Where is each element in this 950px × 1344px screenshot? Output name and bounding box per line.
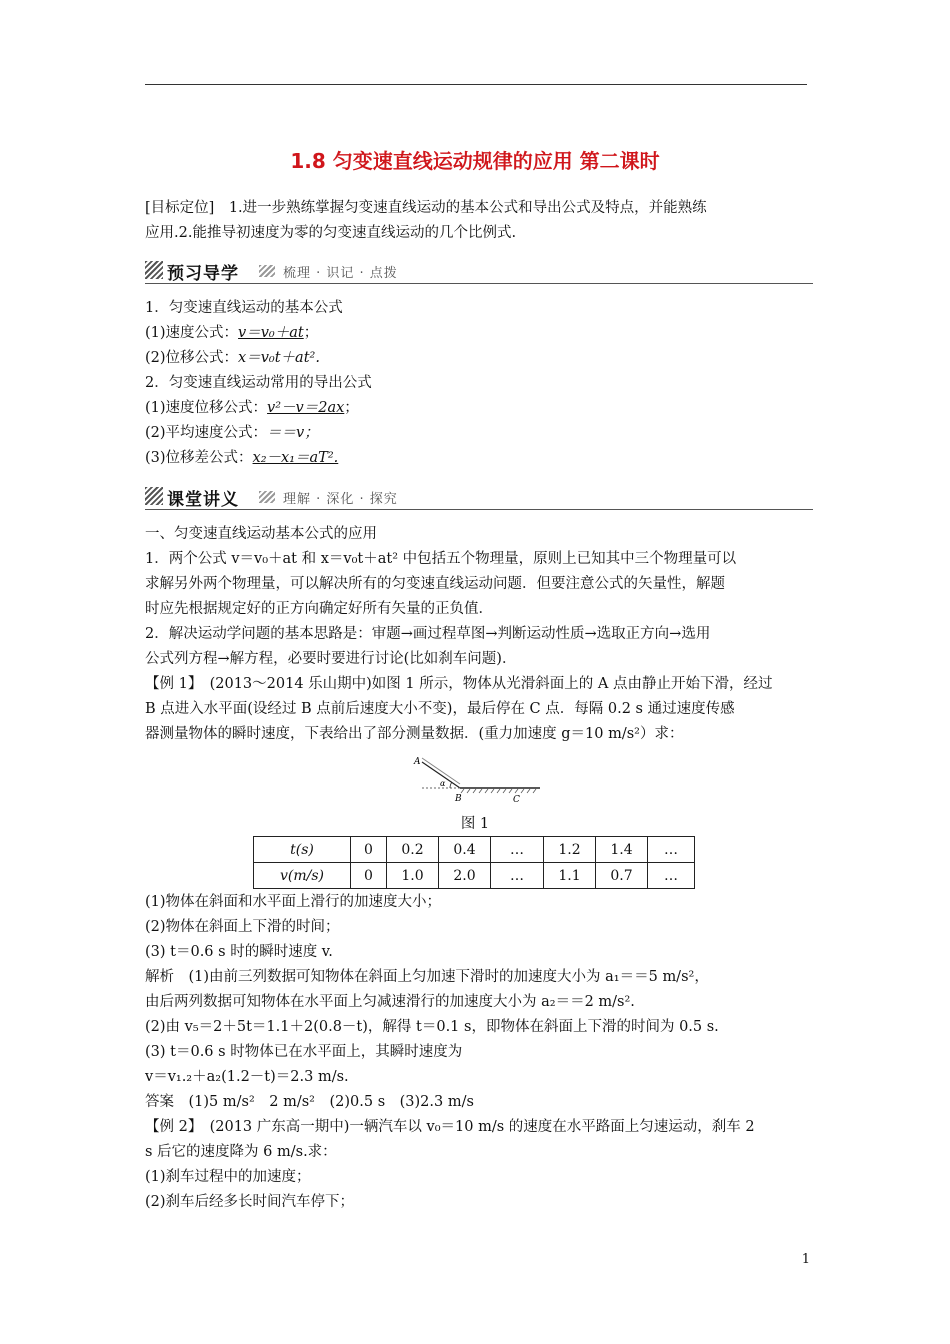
preview-item-2: 2．匀变速直线运动常用的导出公式 (145, 375, 372, 391)
table-cell: … (491, 863, 544, 889)
formula-label: (2)位移公式： (145, 350, 239, 366)
preview-item-2a (145, 397, 810, 420)
formula-label: (3)位移差公式： (145, 450, 253, 466)
ground-hatching (461, 789, 536, 793)
solution-line-4: (3) t＝0.6 s 时物体已在水平面上，其瞬时速度为 (145, 1044, 463, 1060)
table-cell: … (491, 837, 544, 863)
lecture-p1-line-1: 1．两个公式 v＝v₀＋at 和 x＝v₀t＋at² 中包括五个物理量，原则上已知其中三个物理量可以 (145, 551, 737, 567)
question-3: (3) t＝0.6 s 时的瞬时速度 v. (145, 944, 333, 960)
incline-figure (412, 752, 542, 807)
lecture-p1-line-2: 求解另外两个物理量，可以解决所有的匀变速直线运动问题．但要注意公式的矢量性，解题 (145, 576, 725, 592)
table-cell: t(s) (254, 837, 351, 863)
example1-line-1: 【例 1】 (2013～2014 乐山期中)如图 1 所示，物体从光滑斜面上的 A 点由静止开始下滑，经过 (145, 676, 773, 692)
answer-line: 答案 (1)5 m/s² 2 m/s² (2)0.5 s (3)2.3 m/s (145, 1094, 474, 1110)
objectives-line-1: [目标定位] 1.进一步熟练掌握匀变速直线运动的基本公式和导出公式及特点，并能熟练 (145, 200, 707, 216)
question-1: (1)物体在斜面和水平面上滑行的加速度大小； (145, 894, 442, 910)
label-a: A (414, 757, 421, 767)
solution-line-5: v＝v₁.₂＋a₂(1.2－t)＝2.3 m/s. (145, 1069, 349, 1085)
figure-caption: 图 1 (460, 816, 490, 832)
label-c: C (513, 795, 520, 805)
preview-item-1a (145, 322, 810, 345)
table-cell: 1.4 (596, 837, 648, 863)
displacement-difference-formula: x₂－x₁＝aT². (252, 450, 339, 466)
table-row (254, 837, 695, 863)
question-2: (2)物体在斜面上下滑的时间； (145, 919, 340, 935)
displacement-formula: x＝v₀t＋at². (238, 350, 320, 366)
stripe-icon (145, 261, 163, 279)
table-cell: … (648, 837, 695, 863)
stripe-icon (145, 487, 163, 505)
stripe-icon (259, 491, 275, 503)
table-cell: 2.0 (439, 863, 491, 889)
formula-label: (2)平均速度公式： (145, 425, 268, 441)
label-b: B (455, 794, 462, 804)
lecture-heading-1: 一、匀变速直线运动基本公式的应用 (145, 526, 377, 542)
formula-label: (1)速度位移公式： (145, 400, 268, 416)
section-heading: 预习导学 (167, 264, 239, 284)
solution-line-1: 解析 (1)由前三列数据可知物体在斜面上匀加速下滑时的加速度大小为 a₁＝＝5 m/s²， (145, 969, 709, 985)
formula-label: (1)速度公式： (145, 325, 239, 341)
table-cell: 0 (351, 837, 387, 863)
table-cell: v(m/s) (254, 863, 351, 889)
label-alpha: α (440, 779, 446, 788)
section-heading: 课堂讲义 (167, 490, 239, 510)
table-cell: 1.1 (544, 863, 596, 889)
table-cell: 0.4 (439, 837, 491, 863)
velocity-formula: v＝v₀＋at (238, 325, 304, 341)
top-rule (145, 84, 807, 85)
preview-item-2c (145, 447, 810, 470)
table-cell: 1.0 (387, 863, 439, 889)
table-cell: 0.2 (387, 837, 439, 863)
table-row (254, 863, 695, 889)
angle-arc (450, 782, 452, 788)
punctuation: ； (344, 400, 359, 416)
lecture-p2-line-1: 2．解决运动学问题的基本思路是：审题→画过程草图→判断运动性质→选取正方向→选用 (145, 626, 711, 642)
table-cell: 1.2 (544, 837, 596, 863)
example2-question-2: (2)刹车后经多长时间汽车停下； (145, 1194, 355, 1210)
section-subheading: 理解 · 深化 · 探究 (283, 492, 398, 507)
section-subheading: 梳理 · 识记 · 点拨 (283, 266, 398, 281)
example1-line-3: 器测量物体的瞬时速度，下表给出了部分测量数据．(重力加速度 g＝10 m/s²）求： (145, 726, 684, 742)
example1-line-2: B 点进入水平面(设经过 B 点前后速度大小不变)，最后停在 C 点．每隔 0.2 s 通过速度传感 (145, 701, 735, 717)
objectives-line-2: 应用.2.能推导初速度为零的匀变速直线运动的几个比例式. (145, 225, 517, 241)
lecture-p1-line-3: 时应先根据规定好的正方向确定好所有矢量的正负值． (145, 601, 493, 617)
section-lecture-header (145, 485, 813, 510)
velocity-displacement-formula: v²－v＝2ax (267, 400, 345, 416)
solution-line-3: (2)由 v₅＝2＋5t＝1.1＋2(0.8－t)，解得 t＝0.1 s，即物体在斜面上下滑的时间为 0.5 s. (145, 1019, 719, 1035)
table-cell: 0 (351, 863, 387, 889)
section-preview-header (145, 259, 813, 284)
preview-item-2b (145, 422, 810, 445)
average-velocity-formula: ＝＝v； (267, 425, 319, 441)
example2-question-1: (1)刹车过程中的加速度； (145, 1169, 311, 1185)
solution-line-2: 由后两列数据可知物体在水平面上匀减速滑行的加速度大小为 a₂＝＝2 m/s². (145, 994, 635, 1010)
stripe-icon (259, 265, 275, 277)
example2-line-1: 【例 2】 (2013 广东高一期中)一辆汽车以 v₀＝10 m/s 的速度在水平路面上匀速运动，刹车 2 (145, 1119, 755, 1135)
preview-item-1: 1．匀变速直线运动的基本公式 (145, 300, 343, 316)
lecture-p2-line-2: 公式列方程→解方程，必要时要进行讨论(比如刹车问题)． (145, 651, 517, 667)
table-cell: … (648, 863, 695, 889)
example2-line-2: s 后它的速度降为 6 m/s.求： (145, 1144, 337, 1160)
page-number: 1 (801, 1252, 810, 1267)
page-title: 1.8 匀变速直线运动规律的应用 第二课时 (290, 149, 660, 173)
table-cell: 0.7 (596, 863, 648, 889)
punctuation: ； (303, 325, 319, 341)
preview-item-1b (145, 347, 810, 370)
data-table (253, 836, 695, 889)
